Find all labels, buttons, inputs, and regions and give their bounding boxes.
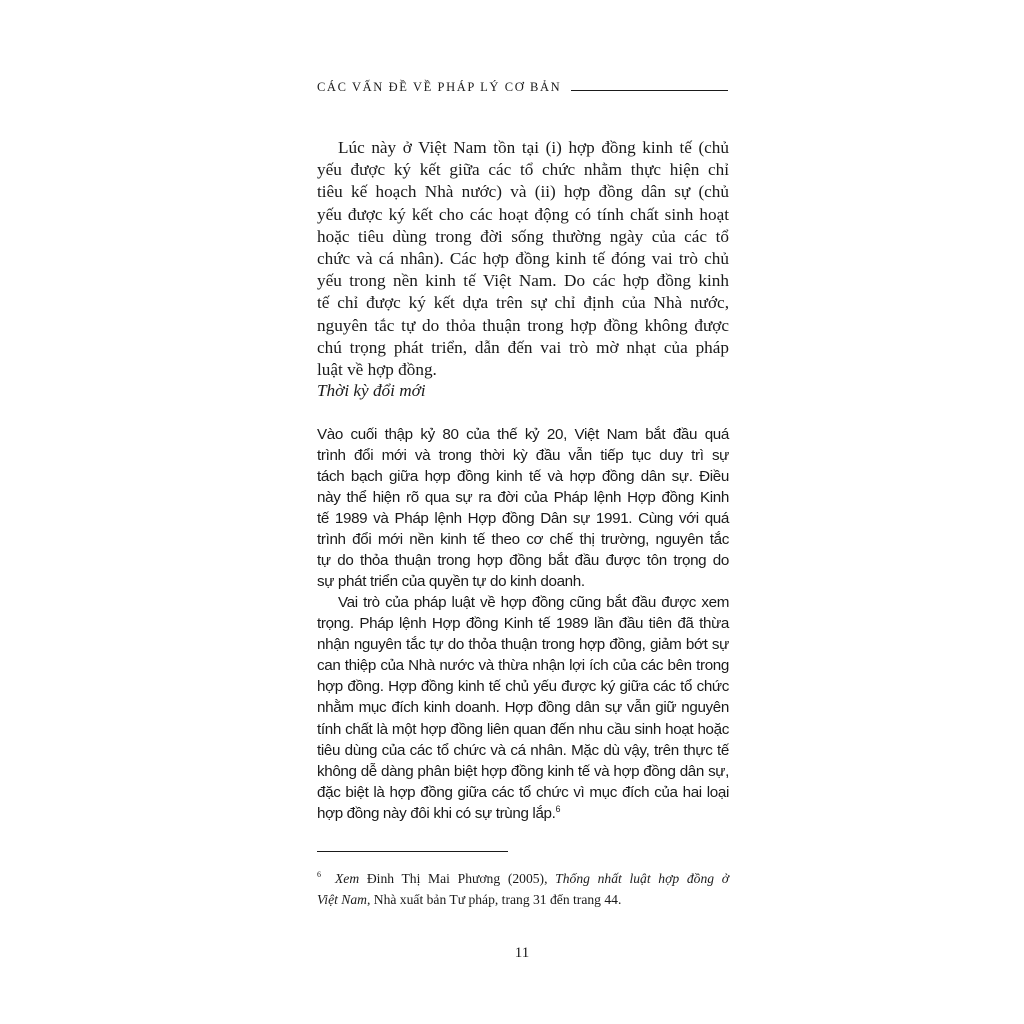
header-rule [571,90,728,91]
text-line: trình đổi mới và trong thời kỳ đầu vẫn tiếp tục duy trì sự [317,447,729,464]
text-line: nhận nguyên tắc tự do thỏa thuận trong hợp đồng, giảm bớt sự [317,636,729,654]
running-header: CÁC VẤN ĐỀ VỀ PHÁP LÝ CƠ BẢN [317,80,562,94]
footnote [317,868,729,910]
footnote-title-part1: Thống nhất luật hợp đồng ở [555,871,729,886]
text-line: đặc biệt là hợp đồng giữa các tổ chức vì mục đích của hai loại [317,783,729,801]
text-line: yếu được ký kết cho các hoạt động có tính chất sinh hoạt [317,204,729,224]
text-line [317,803,729,824]
text-line: chức và cá nhân). Các hợp đồng kinh tế đóng vai trò chủ [317,249,729,269]
text-line: tế chỉ được ký kết dựa trên sự chỉ định của Nhà nước, [317,293,729,313]
text-line-content: hợp đồng này đôi khi có sự trùng lắp. [317,804,556,822]
text-line: Vai trò của pháp luật về hợp đồng cũng bắt đầu được xem [338,594,729,611]
text-line: này thể hiện rõ qua sự ra đời của Pháp lệnh Hợp đồng Kinh [317,489,729,506]
footnote-title-part2: Việt Nam [317,892,367,907]
text-line: nhằm mục đích kinh doanh. Hợp đồng dân sự vẫn giữ nguyên [317,699,729,717]
footnote-number: 6 [317,870,321,880]
footnote-rest: , Nhà xuất bản Tư pháp, trang 31 đến trang 44. [366,892,622,907]
text-line: không dễ dàng phân biệt hợp đồng kinh tế và hợp đồng dân sự, [317,762,729,780]
text-line: Lúc này ở Việt Nam tồn tại (i) hợp đồng kinh tế (chủ [338,138,729,157]
text-line: Vào cuối thập kỷ 80 của thế kỷ 20, Việt Nam bắt đầu quá [317,426,729,443]
footnote-line [317,889,729,910]
text-line: hợp đồng. Hợp đồng kinh tế chủ yếu được ký giữa các tổ chức [317,678,729,696]
footnote-author: Đinh Thị Mai Phương (2005), [359,871,556,886]
text-line: tính chất là một hợp đồng liên quan đến nhu cầu sinh hoạt hoặc [317,720,729,738]
text-line: trọng. Pháp lệnh Hợp đồng Kinh tế 1989 lần đầu tiên đã thừa [317,615,729,633]
footnote-line [317,868,729,889]
text-line: can thiệp của Nhà nước và thừa nhận lợi ích của các bên trong [317,657,729,675]
text-line: tiêu dùng của các tổ chức và cá nhân. Mặc dù vậy, trên thực tế [317,741,729,759]
text-line: chú trọng phát triển, dẫn đến vai trò mờ nhạt của pháp [317,337,729,357]
paragraph-3 [317,592,729,824]
footnote-rule [317,851,508,852]
page-number-text: 11 [514,945,530,961]
text-line: hoặc tiêu dùng trong đời sống thường ngày của các tổ [317,226,729,246]
paragraph-1 [317,137,729,381]
text-line: sự phát triển của quyền tự do kinh doanh. [317,573,585,590]
section-heading: Thời kỳ đổi mới [317,381,426,400]
text-line: luật về hợp đồng. [317,360,437,380]
text-line: tách bạch giữa hợp đồng kinh tế và hợp đồng dân sự. Điều [317,468,729,485]
text-line: tiêu kế hoạch Nhà nước) và (ii) hợp đồng dân sự (chủ [317,182,729,202]
text-line: tế 1989 và Pháp lệnh Hợp đồng Dân sự 1991. Cùng với quá [317,510,729,527]
page-number [0,945,1024,962]
footnote-reference[interactable]: 6 [555,803,561,814]
text-line: tự do thỏa thuận trong hợp đồng bắt đầu được tôn trọng do [317,552,729,569]
text-line: yếu trong nền kinh tế Việt Nam. Do các hợp đồng kinh [317,271,729,291]
text-line: trình đổi mới nền kinh tế theo cơ chế thị trường, nguyên tắc [317,531,729,548]
text-line: yếu được ký kết giữa các tổ chức nhằm thực hiện chỉ [317,160,729,180]
text-line: nguyên tắc tự do thỏa thuận trong hợp đồng không được [317,315,729,335]
paragraph-2 [317,424,729,592]
footnote-lead: Xem [335,871,360,886]
